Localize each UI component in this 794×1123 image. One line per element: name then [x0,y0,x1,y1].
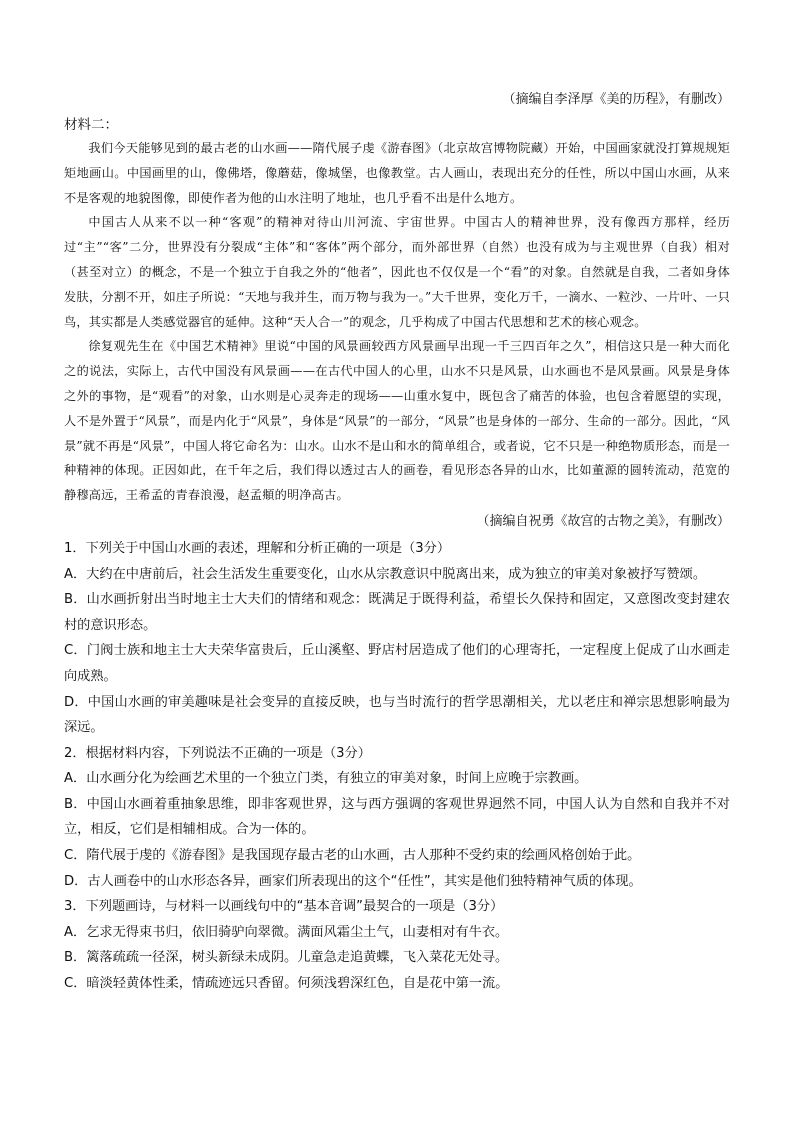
source-citation-2: （摘编自祝勇《故宫的古物之美》，有删改） [476,513,730,529]
question-1-stem: 1．下列关于中国山水画的表述，理解和分析正确的一项是（3分） [64,540,451,556]
material-2-title: 材料二： [64,117,118,133]
question-1-option-a: A．大约在中唐前后，社会生活发生重要变化，山水从宗教意识中脱离出来，成为独立的审美对象被抒写赞颂。 [64,566,707,582]
question-2-option-b: B．中国山水画着重抽象思维，即非客观世界，这与西方强调的客观世界迥然不同，中国人认为自然和自我并不对立，相反，它们是相辅相成。合为一体的。 [64,796,730,838]
source-citation-1: （摘编自李泽厚《美的历程》，有删改） [502,92,730,107]
material-2-paragraph: 我们今天能够见到的最古老的山水画——隋代展子虔《游春图》（北京故宫博物院藏）开始，中国画家就没打算规规矩矩地画山。中国画里的山，像佛塔，像蘑菇，像城堡，也像教堂。古人画山，表现出充分的任性，所以中国山水画，从来不是客观的地貌图像，即使作者为他的山水注明了地址，也几乎看不出是什么地方。 [64,141,730,205]
question-2-stem: 2．根据材料内容，下列说法不正确的一项是（3分） [64,745,371,761]
question-1-option-d: D．中国山水画的审美趣味是社会变异的直接反映，也与当时流行的哲学思潮相关，尤以老庄和禅宗思想影响最为深远。 [64,694,730,736]
exam-page [64,90,730,997]
material-2-paragraph: 徐复观先生在《中国艺术精神》里说“中国的风景画较西方风景画早出现一千三四百年之久”，相信这只是一种大而化之的说法，实际上，古代中国没有风景画——在古代中国人的心里，山水不只是风景，山水画也不是风景画。风景是身体之外的事物，是“观看”的对象，山水则是心灵奔走的现场——山重水复中，既包含了痛苦的体验，也包含着愿望的实现，人不是外置于“风景”，而是内化于“风景”，身体是“风景”的一部分，“风景”也是身体的一部分、生命的一部分。因此，“风景”就不再是“风景”，中国人将它命名为：山水。山水不是山和水的简单组合，或者说，它不只是一种绝物质形态，而是一种精神的体现。正因如此，在千年之后，我们得以透过古人的画卷，看见形态各异的山水，比如董源的圆转流动，范宽的静穆高远，王希孟的青春浪漫，赵孟頫的明净高古。 [64,339,730,503]
question-2-option-a: A．山水画分化为绘画艺术里的一个独立门类，有独立的审美对象，时间上应晚于宗教画。 [64,771,588,787]
material-2-paragraph: 中国古人从来不以一种“客观”的精神对待山川河流、宇宙世界。中国古人的精神世界，没有像西方那样，经历过“主”“客”二分，世界没有分裂成“主体”和“客体”两个部分，而外部世界（自然）也没有成为与主观世界（自我）相对（甚至对立）的概念，不是一个独立于自我之外的“他者”，因此也不仅仅是一个“看”的对象。自然就是自我，二者如身体发肤，分割不开，如庄子所说：“天地与我并生，而万物与我为一。”大千世界，变化万千，一滴水、一粒沙、一片叶、一只鸟，其实都是人类感觉器官的延伸。这种“天人合一”的观念，几乎构成了中国古代思想和艺术的核心观念。 [64,215,730,329]
question-1-option-b: B．山水画折射出当时地主士大夫们的情绪和观念：既满足于既得利益，希望长久保持和固定，又意图改变封建农村的意识形态。 [64,592,730,633]
question-3-option-a: A．乞求无得束书归，依旧骑驴向翠微。满面风霜尘土气，山妻相对有牛衣。 [64,924,509,940]
question-3-option-b: B．篱落疏疏一径深，树头新绿未成阴。儿童急走追黄蝶，飞入菜花无处寻。 [64,950,509,966]
question-2-option-d: D．古人画卷中的山水形态各异，画家们所表现出的这个“任性”，其实是他们独特精神气质的体现。 [64,873,642,889]
question-1-option-c: C．门阀士族和地主士大夫荣华富贵后，丘山溪壑、野店村居造成了他们的心理寄托，一定程度上促成了山水画走向成熟。 [64,643,730,684]
question-2-option-c: C．隋代展于虔的《游春图》是我国现存最古老的山水画，古人那种不受约束的绘画风格创始于此。 [64,848,641,864]
question-3-stem: 3．下列题画诗，与材料一以画线句中的“基本音调”最契合的一项是（3分） [64,899,504,915]
question-3-option-c: C．暗淡轻黄体性柔，情疏迹远只香留。何须浅碧深红色，自是花中第一流。 [64,976,509,992]
